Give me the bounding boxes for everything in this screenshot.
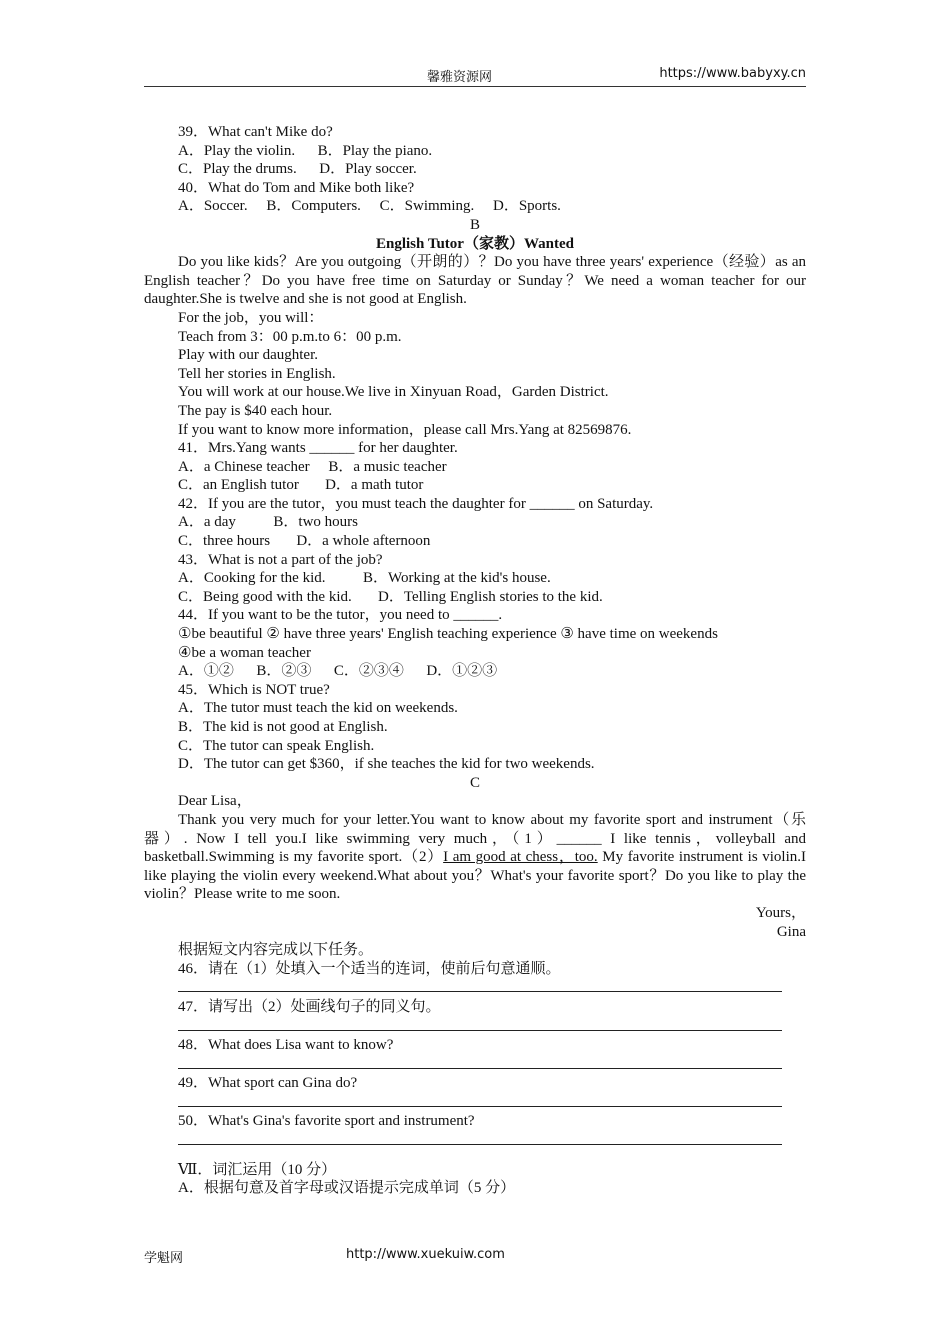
question-43-options-ab: A．Cooking for the kid. B．Working at the kid's house. — [178, 570, 551, 587]
question-41-options-ab: A．a Chinese teacher B．a music teacher — [178, 458, 447, 475]
question-45: 45．Which is NOT true? — [178, 681, 330, 698]
answer-line[interactable] — [178, 1131, 782, 1145]
section-7-subtitle: A．根据句意及首字母或汉语提示完成单词（5 分） — [178, 1180, 516, 1197]
passage-b-line: Teach from 3：00 p.m.to 6：00 p.m. — [178, 328, 402, 345]
page-header — [144, 66, 806, 87]
question-45-option-d: D．The tutor can get $360，if she teaches the kid for two weekends. — [178, 756, 595, 773]
question-39-options-cd: C．Play the drums. D．Play soccer. — [178, 161, 417, 178]
question-41: 41．Mrs.Yang wants ______ for her daughter. — [178, 440, 458, 457]
section-c-letter: C — [469, 774, 480, 791]
footer-site-name: 学魁网 — [144, 1251, 184, 1266]
question-45-option-a: A．The tutor must teach the kid on weekends. — [178, 700, 458, 717]
passage-b-line: Tell her stories in English. — [178, 365, 336, 382]
letter-text-before: Thank you very much for your letter.You want to know about my favorite sport and instrument（乐器）. Now I tell you.I like swimming very much，（1）______ I like tennis，volleyball and basketball.Swimming is my favorite sport.（2） — [144, 811, 806, 866]
question-43-options-cd: C．Being good with the kid. D．Telling English stories to the kid. — [178, 588, 603, 605]
question-44-options: A．①② B．②③ C．②③④ D．①②③ — [178, 663, 498, 680]
answer-line[interactable] — [178, 1093, 782, 1107]
letter-text-after: My favorite instrument is violin.I like playing the violin every weekend.What about you？What's your favorite sport？Do you like to play the violin？Please write to me soon. — [144, 849, 806, 903]
passage-b-line: Play with our daughter. — [178, 347, 318, 364]
question-42: 42．If you are the tutor，you must teach the daughter for ______ on Saturday. — [178, 495, 654, 512]
section-b-letter: B — [469, 216, 480, 233]
letter-closing: Yours， — [755, 904, 806, 921]
passage-b-line: If you want to know more information，please call Mrs.Yang at 82569876. — [178, 421, 632, 438]
letter-greeting: Dear Lisa， — [178, 793, 252, 810]
question-46: 46．请在（1）处填入一个适当的连词，使前后句意通顺。 — [178, 960, 561, 977]
section-7-title: Ⅶ．词汇运用（10 分） — [178, 1161, 337, 1178]
question-39-options-ab: A．Play the violin. B．Play the piano. — [178, 142, 433, 159]
question-44-items: ①be beautiful ② have three years' English teaching experience ③ have time on weekends — [178, 626, 718, 643]
question-40: 40．What do Tom and Mike both like? — [178, 179, 415, 196]
question-49: 49．What sport can Gina do? — [178, 1075, 358, 1092]
question-45-option-b: B．The kid is not good at English. — [178, 719, 388, 735]
letter-signature: Gina — [776, 923, 806, 940]
header-url: https://www.babyxy.cn — [659, 66, 806, 81]
passage-b-line: You will work at our house.We live in Xinyuan Road，Garden District. — [178, 384, 609, 401]
document-body — [144, 123, 806, 1198]
question-43: 43．What is not a part of the job? — [178, 551, 383, 568]
header-site-name: 馨雅资源网 — [427, 70, 493, 85]
tasks-intro: 根据短文内容完成以下任务。 — [178, 942, 374, 959]
question-44-item-4: ④be a woman teacher — [178, 644, 311, 661]
question-48: 48．What does Lisa want to know? — [178, 1037, 394, 1054]
question-50: 50．What's Gina's favorite sport and instrument? — [178, 1113, 475, 1130]
answer-line[interactable] — [178, 1055, 782, 1069]
question-41-options-cd: C．an English tutor D．a math tutor — [178, 477, 424, 494]
underlined-sentence: I am good at chess，too. — [443, 849, 598, 866]
passage-b-line: For the job，you will： — [178, 309, 324, 326]
question-47: 47．请写出（2）处画线句子的同义句。 — [178, 998, 441, 1015]
question-39: 39．What can't Mike do? — [178, 124, 333, 140]
question-44: 44．If you want to be the tutor，you need to ______. — [178, 607, 503, 624]
answer-line[interactable] — [178, 978, 782, 992]
passage-b-paragraph: Do you like kids？Are you outgoing（开朗的）？Do you have three years' experience（经验）as an English teacher？Do you have free time on Saturday or Sunday？We need a woman teacher for our daughter.She is twelve and she is not good at English. — [144, 254, 806, 308]
question-45-option-c: C．The tutor can speak English. — [178, 737, 375, 754]
question-40-options: A．Soccer. B．Computers. C．Swimming. D．Sports. — [178, 198, 561, 215]
letter-body — [144, 811, 806, 904]
passage-b-line: The pay is $40 each hour. — [178, 402, 333, 419]
question-42-options-cd: C．three hours D．a whole afternoon — [178, 533, 431, 550]
answer-line[interactable] — [178, 1017, 782, 1031]
question-42-options-ab: A．a day B．two hours — [178, 514, 358, 531]
section-b-title: English Tutor（家教）Wanted — [376, 235, 574, 252]
footer-url: http://www.xuekuiw.com — [346, 1247, 505, 1262]
